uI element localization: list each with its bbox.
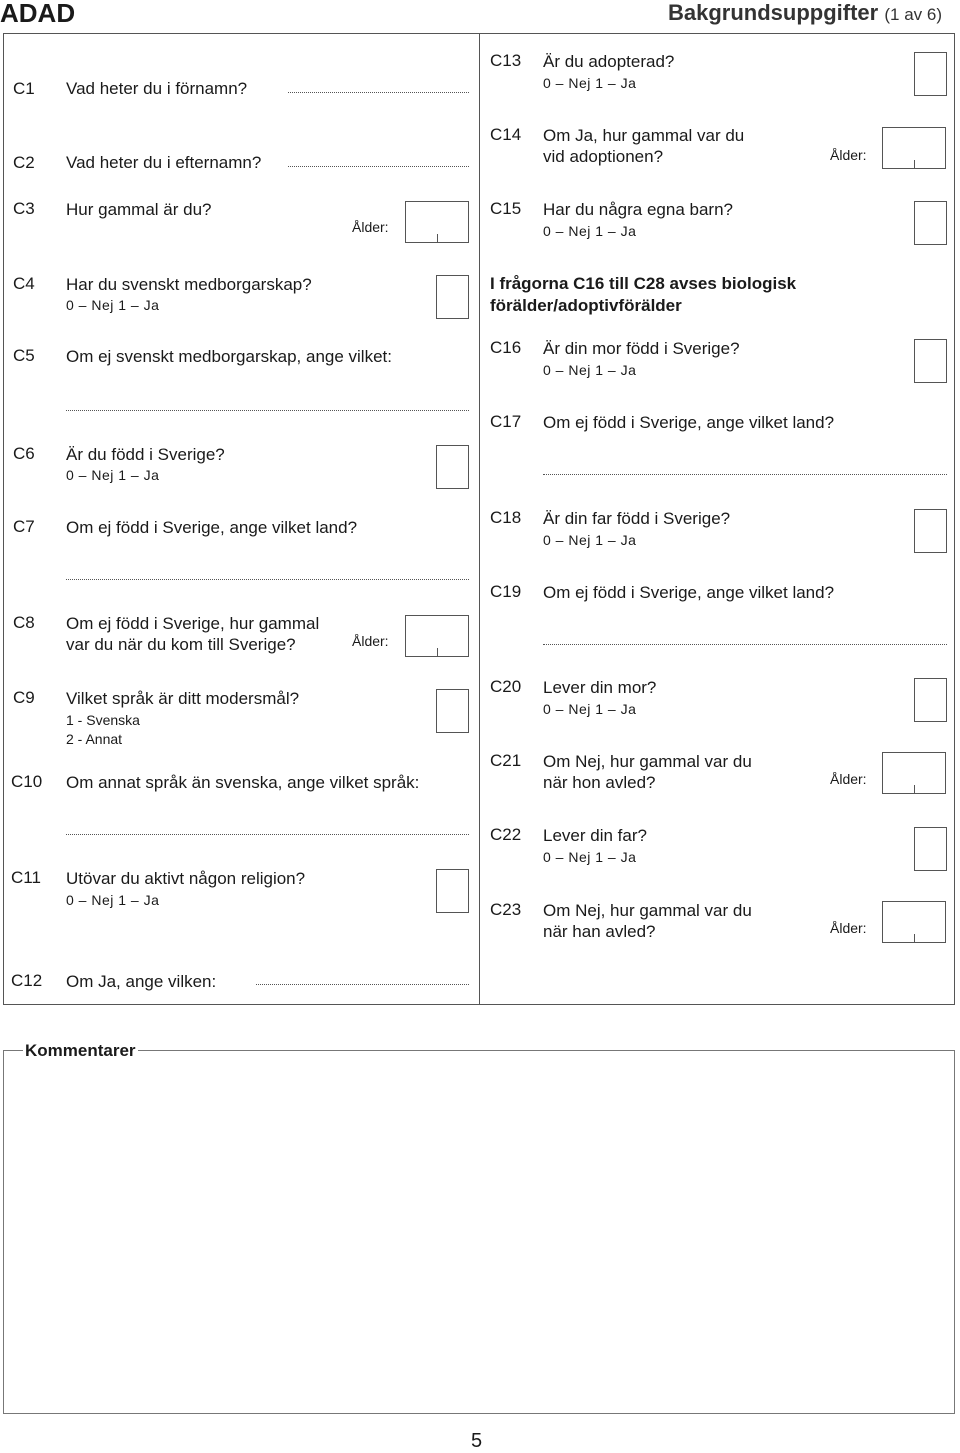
options-c11: 0 – Nej 1 – Ja [66,892,160,908]
answer-box-c6[interactable] [436,445,469,489]
question-c8-line1: Om ej född i Sverige, hur gammal [66,614,320,633]
answer-line-c19[interactable] [543,644,947,645]
answer-box-c11[interactable] [436,869,469,913]
answer-line-c17[interactable] [543,474,947,475]
options-c22: 0 – Nej 1 – Ja [543,849,637,865]
answer-line-c10[interactable] [66,834,469,835]
question-c15-text: Har du några egna barn? [543,200,733,219]
answer-box-c13[interactable] [914,52,947,96]
question-c20-text: Lever din mor? [543,678,657,697]
question-c5-text: Om ej svenskt medborgarskap, ange vilket: [66,347,392,366]
question-code-c19: C19 [490,582,522,601]
note-line2: förälder/adoptivförälder [490,296,682,315]
question-code-c17: C17 [490,412,522,431]
question-code-c20: C20 [490,677,522,696]
age-input-c21[interactable] [882,752,946,794]
question-c6-text: Är du född i Sverige? [66,445,225,464]
question-code-c14: C14 [490,125,522,144]
column-divider [479,33,480,1005]
answer-box-c22[interactable] [914,827,947,871]
options-c15: 0 – Nej 1 – Ja [543,223,637,239]
question-c18-text: Är din far född i Sverige? [543,509,731,528]
age-input-c3[interactable] [405,201,469,243]
question-c3-text: Hur gammal är du? [66,200,212,219]
age-label-c8: Ålder: [352,633,389,649]
age-input-c23[interactable] [882,901,946,943]
question-c9-text: Vilket språk är ditt modersmål? [66,689,300,708]
question-c13-text: Är du adopterad? [543,52,675,71]
question-code-c1: C1 [13,79,35,98]
question-code-c2: C2 [13,153,35,172]
question-code-c3: C3 [13,199,35,218]
options-c18: 0 – Nej 1 – Ja [543,532,637,548]
question-code-c12: C12 [11,971,43,990]
question-c14-line2: vid adoptionen? [543,147,664,166]
answer-box-c16[interactable] [914,339,947,383]
answer-box-c4[interactable] [436,275,469,319]
question-code-c18: C18 [490,508,522,527]
age-label-c14: Ålder: [830,147,867,163]
options-c13: 0 – Nej 1 – Ja [543,75,637,91]
answer-box-c9[interactable] [436,689,469,733]
question-code-c8: C8 [13,613,35,632]
answer-line-c5[interactable] [66,410,469,411]
question-code-c15: C15 [490,199,522,218]
question-c1-text: Vad heter du i förnamn? [66,79,248,98]
age-label-c23: Ålder: [830,920,867,936]
section-title [668,0,942,26]
question-code-c16: C16 [490,338,522,357]
question-c16-text: Är din mor född i Sverige? [543,339,740,358]
question-code-c11: C11 [11,868,41,887]
options-c16: 0 – Nej 1 – Ja [543,362,637,378]
question-code-c4: C4 [13,274,35,293]
question-c21-line2: när hon avled? [543,773,656,792]
answer-line-c2[interactable] [288,166,469,167]
age-label-c21: Ålder: [830,771,867,787]
question-c2-text: Vad heter du i efternamn? [66,153,262,172]
options-c6: 0 – Nej 1 – Ja [66,467,160,483]
question-code-c7: C7 [13,517,35,536]
answer-box-c18[interactable] [914,509,947,553]
age-label-c3: Ålder: [352,219,389,235]
question-c11-text: Utövar du aktivt någon religion? [66,869,306,888]
section-page-indicator: (1 av 6) [884,5,942,24]
section-title-text: Bakgrundsuppgifter [668,0,879,25]
comments-label: Kommentarer [25,1041,136,1060]
question-c12-text: Om Ja, ange vilken: [66,972,217,991]
question-code-c23: C23 [490,900,522,919]
answer-box-c20[interactable] [914,678,947,722]
answer-line-c12[interactable] [256,984,469,985]
answer-line-c7[interactable] [66,579,469,580]
question-c4-text: Har du svenskt medborgarskap? [66,275,312,294]
form-code: ADAD [0,0,76,28]
answer-box-c15[interactable] [914,201,947,245]
option-c9-1: 1 - Svenska [66,712,140,728]
question-code-c13: C13 [490,51,522,70]
question-code-c10: C10 [11,772,43,791]
age-input-c14[interactable] [882,127,946,169]
comments-textarea[interactable] [3,1050,955,1414]
question-code-c5: C5 [13,346,35,365]
question-c19-text: Om ej född i Sverige, ange vilket land? [543,583,835,602]
note-line1: I frågorna C16 till C28 avses biologisk [490,274,797,293]
page-number: 5 [471,1430,483,1452]
question-c23-line1: Om Nej, hur gammal var du [543,901,752,920]
question-code-c9: C9 [13,688,35,707]
question-c14-line1: Om Ja, hur gammal var du [543,126,745,145]
question-code-c21: C21 [490,751,522,770]
question-c21-line1: Om Nej, hur gammal var du [543,752,752,771]
answer-line-c1[interactable] [288,92,469,93]
question-c17-text: Om ej född i Sverige, ange vilket land? [543,413,835,432]
question-code-c22: C22 [490,825,522,844]
question-c7-text: Om ej född i Sverige, ange vilket land? [66,518,358,537]
question-c10-text: Om annat språk än svenska, ange vilket språk: [66,773,420,792]
question-c8-line2: var du när du kom till Sverige? [66,635,296,654]
question-c22-text: Lever din far? [543,826,647,845]
question-code-c6: C6 [13,444,35,463]
options-c4: 0 – Nej 1 – Ja [66,297,160,313]
options-c20: 0 – Nej 1 – Ja [543,701,637,717]
age-input-c8[interactable] [405,615,469,657]
question-c23-line2: när han avled? [543,922,656,941]
option-c9-2: 2 - Annat [66,731,123,747]
